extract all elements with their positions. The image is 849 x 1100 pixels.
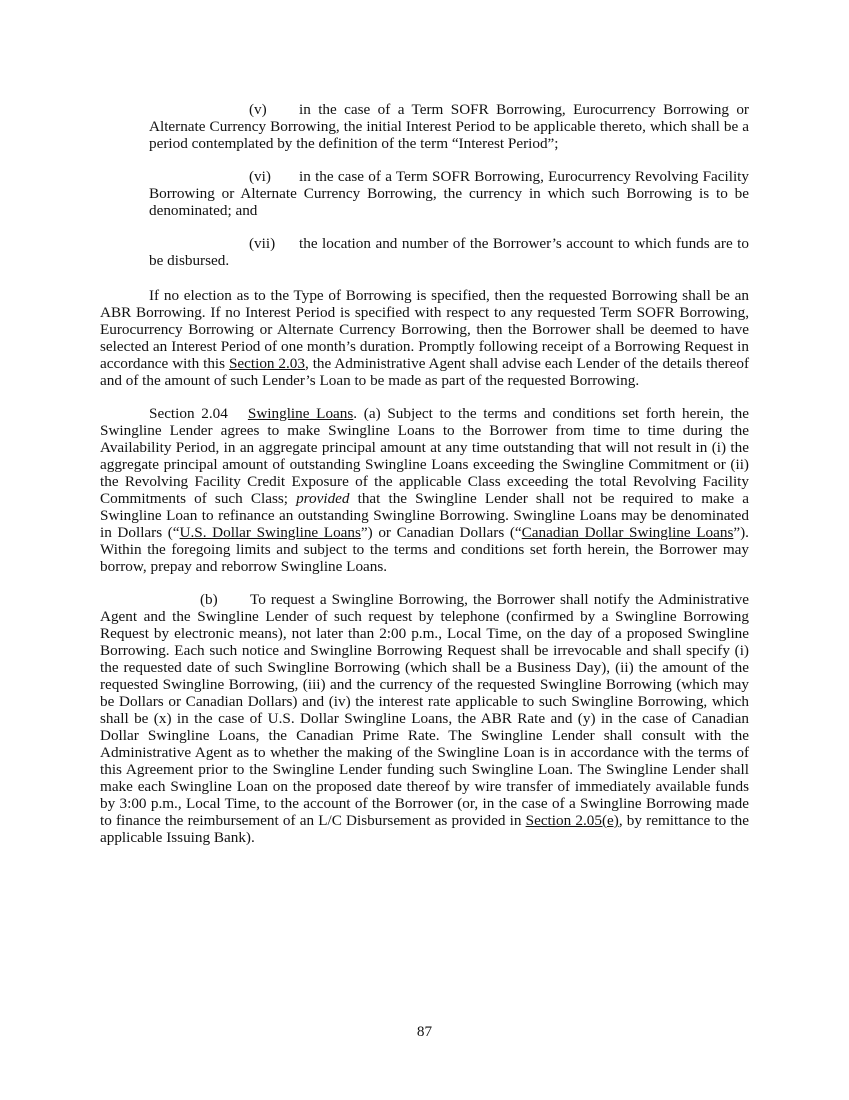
election-paragraph: If no election as to the Type of Borrowing is specified, then the requested Borrowing shall be an ABR Borrowing. If no Interest Period is specified with respect to any requested Term SOFR Borrowing, Eurocurrency Borrowing or Alternate Currency Borrowing, then the Borrower shall be deemed to have selected an Interest Period of one month’s duration. Promptly following receipt of a Borrowing Request in accordance with this Section 2.03, the Administrative Agent shall advise each Lender of the details thereof and of the amount of such Lender’s Loan to be made as part of the requested Borrowing. <box>100 287 750 389</box>
clause-vii <box>149 235 749 269</box>
clause-vi <box>149 168 749 219</box>
clause-text: the location and number of the Borrower’s account to which funds are to be disbursed. <box>149 235 749 269</box>
section-2-04: Section 2.04 Swingline Loans. (a) Subject to the terms and conditions set forth herein, the Swingline Lender agrees to make Swingline Loans to the Borrower from time to time during the Availability Period, in an aggregate principal amount at any time outstanding that will not result in (i) the aggregate principal amount of outstanding Swingline Loans exceeding the Swingline Commitment or (ii) the Revolving Facility Credit Exposure of the applicable Class exceeding the total Revolving Facility Commitments of such Class; provided that the Swingline Lender shall not be required to make a Swingline Loan to refinance an outstanding Swingline Borrowing. Swingline Loans may be denominated in Dollars (“U.S. Dollar Swingline Loans”) or Canadian Dollars (“Canadian Dollar Swingline Loans”). Within the foregoing limits and subject to the terms and conditions set forth herein, the Borrower may borrow, prepay and reborrow Swingline Loans. <box>100 405 750 575</box>
section-2-05e-link[interactable]: Section 2.05(e) <box>525 812 619 829</box>
paragraph-label: (b) <box>200 591 218 608</box>
clause-v <box>149 101 749 152</box>
section-2-03-link[interactable]: Section 2.03 <box>228 355 305 372</box>
clause-text: in the case of a Term SOFR Borrowing, Eurocurrency Revolving Facility Borrowing or Alternate Currency Borrowing, the currency in which such Borrowing is to be denominated; and <box>149 168 749 219</box>
clause-number: (v) <box>249 101 267 118</box>
cad-swingline-term: Canadian Dollar Swingline Loans <box>521 524 734 541</box>
clause-text: in the case of a Term SOFR Borrowing, Eurocurrency Borrowing or Alternate Currency Borrowing, the initial Interest Period to be applicable thereto, which shall be a period contemplated by the definition of the term “Interest Period”; <box>149 101 749 152</box>
section-number: Section 2.04 <box>149 405 228 422</box>
clause-number: (vi) <box>249 168 271 185</box>
section-heading: Swingline Loans <box>247 405 354 422</box>
page-number: 87 <box>416 1023 433 1040</box>
usd-swingline-term: U.S. Dollar Swingline Loans <box>179 524 361 541</box>
paragraph-b: (b) To request a Swingline Borrowing, the Borrower shall notify the Administrative Agent and the Swingline Lender of such request by telephone (confirmed by a Swingline Borrowing Request by electronic means), not later than 2:00 p.m., Local Time, on the day of a proposed Swingline Borrowing. Each such notice and Swingline Borrowing Request shall be irrevocable and shall specify (i) the requested date of such Swingline Borrowing (which shall be a Business Day), (ii) the amount of the requested Swingline Borrowing, (iii) and the currency of the requested Swingline Borrowing (which may be Dollars or Canadian Dollars) and (iv) the interest rate applicable to such Swingline Borrowing, which shall be (x) in the case of U.S. Dollar Swingline Loans, the ABR Rate and (y) in the case of Canadian Dollar Swingline Loans, the Canadian Prime Rate. The Swingline Lender shall consult with the Administrative Agent as to whether the making of the Swingline Loan is in accordance with the terms of this Agreement prior to the Swingline Lender funding such Swingline Loan. The Swingline Lender shall make each Swingline Loan on the proposed date thereof by wire transfer of immediately available funds by 3:00 p.m., Local Time, to the account of the Borrower (or, in the case of a Swingline Borrowing made to finance the reimbursement of an L/C Disbursement as provided in Section 2.05(e), by remittance to the applicable Issuing Bank). <box>100 591 749 846</box>
provided-term: provided <box>296 490 350 507</box>
clause-number: (vii) <box>249 235 276 252</box>
